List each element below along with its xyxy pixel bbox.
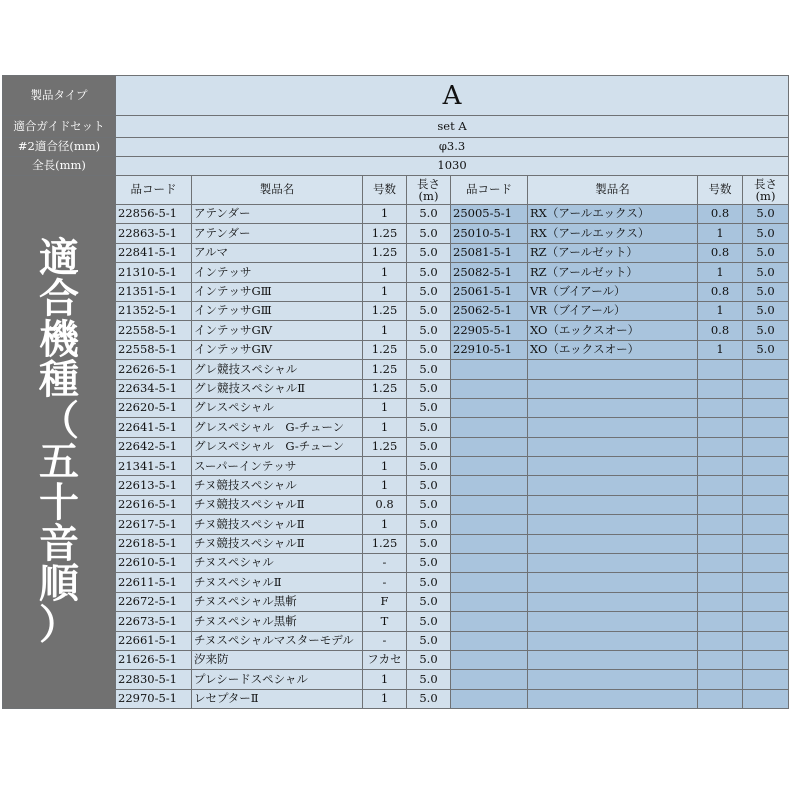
left-name-cell: グレ競技スペシャル [192, 360, 363, 379]
left-code-cell: 21310-5-1 [116, 263, 192, 282]
right-code-cell [451, 650, 528, 669]
table-row [3, 495, 789, 514]
vertical-char: 十 [39, 478, 79, 526]
right-name-cell [528, 515, 698, 534]
right-length-cell [743, 554, 789, 573]
left-code-cell: 21626-5-1 [116, 650, 192, 669]
table-row [3, 592, 789, 611]
right-number-cell: 1 [698, 301, 743, 320]
right-length-cell [743, 495, 789, 514]
right-number-cell [698, 398, 743, 417]
right-number-cell [698, 554, 743, 573]
left-name-cell: チヌ競技スペシャル [192, 476, 363, 495]
vertical-char: 音 [39, 519, 79, 567]
left-length-cell: 5.0 [407, 476, 451, 495]
right-code-cell: 25082-5-1 [451, 263, 528, 282]
col-header-length-unit-2: (m) [755, 189, 776, 203]
left-code-cell: 22620-5-1 [116, 398, 192, 417]
left-length-cell: 5.0 [407, 534, 451, 553]
left-code-cell: 22610-5-1 [116, 554, 192, 573]
left-length-cell: 5.0 [407, 301, 451, 320]
right-length-cell [743, 631, 789, 650]
right-code-cell: 25061-5-1 [451, 282, 528, 301]
right-name-cell [528, 457, 698, 476]
right-code-cell: 22905-5-1 [451, 321, 528, 340]
right-code-cell [451, 670, 528, 689]
left-length-cell: 5.0 [407, 612, 451, 631]
right-name-cell [528, 418, 698, 437]
right-number-cell [698, 592, 743, 611]
left-code-cell: 21341-5-1 [116, 457, 192, 476]
col-header-length [407, 176, 451, 205]
right-length-cell [743, 476, 789, 495]
table-row [3, 205, 789, 224]
right-code-cell: 25081-5-1 [451, 243, 528, 262]
right-code-cell [451, 515, 528, 534]
left-number-cell: 1 [363, 321, 407, 340]
right-length-cell [743, 689, 789, 708]
left-code-cell: 22830-5-1 [116, 670, 192, 689]
right-number-cell [698, 534, 743, 553]
right-name-cell [528, 360, 698, 379]
left-code-cell: 22613-5-1 [116, 476, 192, 495]
right-number-cell [698, 418, 743, 437]
right-number-cell: 0.8 [698, 205, 743, 224]
left-number-cell: 1.25 [363, 360, 407, 379]
right-code-cell [451, 554, 528, 573]
left-code-cell: 22617-5-1 [116, 515, 192, 534]
left-length-cell: 5.0 [407, 437, 451, 456]
product-type-label: 製品タイプ [3, 76, 116, 116]
right-code-cell [451, 689, 528, 708]
table-row [3, 321, 789, 340]
left-length-cell: 5.0 [407, 282, 451, 301]
right-name-cell [528, 631, 698, 650]
left-name-cell: プレシードスペシャル [192, 670, 363, 689]
length-label: 全長(mm) [3, 157, 116, 176]
left-length-cell: 5.0 [407, 592, 451, 611]
left-length-cell: 5.0 [407, 398, 451, 417]
length-value: 1030 [116, 157, 789, 176]
right-number-cell [698, 457, 743, 476]
left-name-cell: インテッサGⅢ [192, 282, 363, 301]
right-length-cell [743, 360, 789, 379]
right-length-cell [743, 573, 789, 592]
left-code-cell: 21351-5-1 [116, 282, 192, 301]
left-length-cell: 5.0 [407, 263, 451, 282]
left-number-cell: 1 [363, 282, 407, 301]
right-length-cell [743, 515, 789, 534]
left-length-cell: 5.0 [407, 360, 451, 379]
right-length-cell [743, 437, 789, 456]
right-code-cell [451, 534, 528, 553]
left-code-cell: 22626-5-1 [116, 360, 192, 379]
table-row [3, 418, 789, 437]
right-name-cell [528, 612, 698, 631]
left-code-cell: 22616-5-1 [116, 495, 192, 514]
left-number-cell: 1 [363, 205, 407, 224]
compatible-models-vertical-text [5, 234, 113, 649]
product-type-value: A [116, 76, 789, 116]
right-code-cell [451, 457, 528, 476]
right-code-cell: 22910-5-1 [451, 340, 528, 359]
left-length-cell: 5.0 [407, 205, 451, 224]
vertical-char: 適 [39, 234, 79, 282]
right-number-cell [698, 360, 743, 379]
left-number-cell: 1.25 [363, 340, 407, 359]
left-name-cell: アテンダー [192, 224, 363, 243]
right-number-cell: 0.8 [698, 321, 743, 340]
right-name-cell [528, 437, 698, 456]
right-name-cell [528, 573, 698, 592]
right-number-cell [698, 437, 743, 456]
table-row [3, 263, 789, 282]
table-row [3, 224, 789, 243]
left-number-cell: 1 [363, 457, 407, 476]
right-code-cell [451, 418, 528, 437]
col-header-number: 号数 [363, 176, 407, 205]
right-name-cell: VR（ブイアール） [528, 301, 698, 320]
left-name-cell: アルマ [192, 243, 363, 262]
right-length-cell: 5.0 [743, 340, 789, 359]
table-row [3, 612, 789, 631]
right-code-cell [451, 379, 528, 398]
left-name-cell: チヌスペシャル黒斬 [192, 612, 363, 631]
right-name-cell [528, 592, 698, 611]
left-length-cell: 5.0 [407, 340, 451, 359]
left-number-cell: 1 [363, 263, 407, 282]
left-length-cell: 5.0 [407, 573, 451, 592]
right-code-cell [451, 495, 528, 514]
right-length-cell [743, 457, 789, 476]
column-header-row [3, 176, 789, 205]
right-length-cell: 5.0 [743, 224, 789, 243]
col-header-name-2: 製品名 [528, 176, 698, 205]
left-name-cell: グレスペシャル G-チューン [192, 437, 363, 456]
left-number-cell: T [363, 612, 407, 631]
left-number-cell: - [363, 573, 407, 592]
left-name-cell: スーパーインテッサ [192, 457, 363, 476]
col-header-length-top-2: 長さ [754, 176, 778, 191]
left-number-cell: フカセ [363, 650, 407, 669]
right-length-cell [743, 534, 789, 553]
left-length-cell: 5.0 [407, 631, 451, 650]
right-code-cell [451, 476, 528, 495]
left-name-cell: チヌスペシャル [192, 554, 363, 573]
table-row [3, 631, 789, 650]
guide-set-row [3, 116, 789, 138]
right-name-cell [528, 398, 698, 417]
right-length-cell [743, 650, 789, 669]
left-code-cell: 22634-5-1 [116, 379, 192, 398]
left-code-cell: 22841-5-1 [116, 243, 192, 262]
right-code-cell: 25005-5-1 [451, 205, 528, 224]
left-number-cell: 1.25 [363, 379, 407, 398]
guide-set-value: set A [116, 116, 789, 138]
table-row [3, 379, 789, 398]
right-number-cell [698, 612, 743, 631]
left-length-cell: 5.0 [407, 321, 451, 340]
right-code-cell [451, 631, 528, 650]
right-number-cell: 0.8 [698, 282, 743, 301]
table-row [3, 360, 789, 379]
col-header-name: 製品名 [192, 176, 363, 205]
compatible-models-label [3, 176, 116, 709]
left-code-cell: 22558-5-1 [116, 321, 192, 340]
left-length-cell: 5.0 [407, 379, 451, 398]
right-number-cell [698, 631, 743, 650]
col-header-code-2: 品コード [451, 176, 528, 205]
left-number-cell: F [363, 592, 407, 611]
table-row [3, 534, 789, 553]
col-header-length-unit: (m) [418, 189, 439, 203]
right-name-cell: RX（アールエックス） [528, 205, 698, 224]
left-code-cell: 22611-5-1 [116, 573, 192, 592]
right-number-cell [698, 515, 743, 534]
left-length-cell: 5.0 [407, 689, 451, 708]
right-code-cell: 25010-5-1 [451, 224, 528, 243]
left-name-cell: チヌスペシャルマスターモデル [192, 631, 363, 650]
right-length-cell: 5.0 [743, 321, 789, 340]
col-header-length-top: 長さ [417, 176, 440, 191]
right-name-cell [528, 476, 698, 495]
left-number-cell: 1.25 [363, 243, 407, 262]
left-name-cell: チヌ競技スペシャルⅡ [192, 515, 363, 534]
left-code-cell: 22863-5-1 [116, 224, 192, 243]
col-header-code: 品コード [116, 176, 192, 205]
left-name-cell: チヌスペシャルⅡ [192, 573, 363, 592]
right-number-cell [698, 379, 743, 398]
left-code-cell: 22673-5-1 [116, 612, 192, 631]
vertical-char: （ [39, 397, 79, 445]
left-length-cell: 5.0 [407, 243, 451, 262]
left-code-cell: 22661-5-1 [116, 631, 192, 650]
right-code-cell [451, 437, 528, 456]
right-name-cell: XO（エックスオー） [528, 321, 698, 340]
right-name-cell: RZ（アールゼット） [528, 263, 698, 282]
left-code-cell: 22618-5-1 [116, 534, 192, 553]
product-type-row [3, 76, 789, 116]
table-row [3, 398, 789, 417]
left-name-cell: インテッサGⅣ [192, 321, 363, 340]
right-name-cell [528, 554, 698, 573]
left-number-cell: 1 [363, 670, 407, 689]
table-row [3, 340, 789, 359]
table-row [3, 437, 789, 456]
right-number-cell [698, 476, 743, 495]
left-length-cell: 5.0 [407, 224, 451, 243]
right-name-cell [528, 650, 698, 669]
right-length-cell [743, 379, 789, 398]
right-number-cell: 1 [698, 224, 743, 243]
left-code-cell: 22856-5-1 [116, 205, 192, 224]
table-row [3, 554, 789, 573]
diameter-value: φ3.3 [116, 138, 789, 157]
right-name-cell [528, 534, 698, 553]
left-number-cell: - [363, 554, 407, 573]
left-number-cell: 1.25 [363, 224, 407, 243]
left-name-cell: チヌ競技スペシャルⅡ [192, 534, 363, 553]
right-name-cell [528, 670, 698, 689]
right-code-cell [451, 612, 528, 631]
left-name-cell: アテンダー [192, 205, 363, 224]
right-number-cell: 0.8 [698, 243, 743, 262]
right-name-cell: RX（アールエックス） [528, 224, 698, 243]
right-code-cell [451, 573, 528, 592]
table-row [3, 573, 789, 592]
left-length-cell: 5.0 [407, 457, 451, 476]
right-length-cell: 5.0 [743, 263, 789, 282]
vertical-char: 種 [39, 356, 79, 404]
right-name-cell: VR（ブイアール） [528, 282, 698, 301]
left-code-cell: 22642-5-1 [116, 437, 192, 456]
left-name-cell: グレ競技スペシャルⅡ [192, 379, 363, 398]
guide-set-label: 適合ガイドセット [3, 116, 116, 138]
table-row [3, 689, 789, 708]
table-row [3, 301, 789, 320]
left-name-cell: レセプターⅡ [192, 689, 363, 708]
left-name-cell: 汐来防 [192, 650, 363, 669]
right-code-cell [451, 592, 528, 611]
left-length-cell: 5.0 [407, 554, 451, 573]
left-length-cell: 5.0 [407, 515, 451, 534]
left-name-cell: インテッサGⅣ [192, 340, 363, 359]
right-number-cell [698, 650, 743, 669]
right-code-cell [451, 398, 528, 417]
left-name-cell: チヌスペシャル黒斬 [192, 592, 363, 611]
length-row [3, 157, 789, 176]
left-number-cell: 1 [363, 476, 407, 495]
diameter-label: #2適合径(mm) [3, 138, 116, 157]
left-number-cell: 1.25 [363, 437, 407, 456]
table-row [3, 650, 789, 669]
right-length-cell [743, 398, 789, 417]
right-length-cell [743, 418, 789, 437]
right-number-cell [698, 670, 743, 689]
left-number-cell: 1.25 [363, 534, 407, 553]
col-header-length-2 [743, 176, 789, 205]
table-row [3, 282, 789, 301]
table-row [3, 476, 789, 495]
right-number-cell: 1 [698, 340, 743, 359]
left-code-cell: 22641-5-1 [116, 418, 192, 437]
left-length-cell: 5.0 [407, 418, 451, 437]
right-name-cell: XO（エックスオー） [528, 340, 698, 359]
vertical-char: 機 [39, 315, 79, 363]
left-length-cell: 5.0 [407, 650, 451, 669]
right-name-cell: RZ（アールゼット） [528, 243, 698, 262]
right-length-cell [743, 612, 789, 631]
right-code-cell: 25062-5-1 [451, 301, 528, 320]
right-code-cell [451, 360, 528, 379]
right-number-cell: 1 [698, 263, 743, 282]
left-number-cell: 1 [363, 689, 407, 708]
right-length-cell: 5.0 [743, 301, 789, 320]
table-row [3, 457, 789, 476]
vertical-char: 順 [39, 560, 79, 608]
left-number-cell: 1 [363, 418, 407, 437]
right-number-cell [698, 573, 743, 592]
diameter-row [3, 138, 789, 157]
left-length-cell: 5.0 [407, 670, 451, 689]
left-number-cell: 0.8 [363, 495, 407, 514]
left-code-cell: 22672-5-1 [116, 592, 192, 611]
vertical-char: ） [39, 601, 79, 649]
right-length-cell: 5.0 [743, 282, 789, 301]
right-number-cell [698, 689, 743, 708]
right-length-cell: 5.0 [743, 205, 789, 224]
right-length-cell [743, 592, 789, 611]
right-name-cell [528, 495, 698, 514]
left-number-cell: 1 [363, 515, 407, 534]
table-row [3, 515, 789, 534]
vertical-char: 合 [39, 274, 79, 322]
right-number-cell [698, 495, 743, 514]
table-row [3, 243, 789, 262]
left-name-cell: グレスペシャル [192, 398, 363, 417]
left-length-cell: 5.0 [407, 495, 451, 514]
vertical-char: 五 [39, 438, 79, 486]
left-name-cell: グレスペシャル G-チューン [192, 418, 363, 437]
left-code-cell: 22970-5-1 [116, 689, 192, 708]
right-length-cell [743, 670, 789, 689]
left-code-cell: 22558-5-1 [116, 340, 192, 359]
left-number-cell: 1 [363, 398, 407, 417]
col-header-number-2: 号数 [698, 176, 743, 205]
table-row [3, 670, 789, 689]
left-number-cell: 1.25 [363, 301, 407, 320]
left-name-cell: チヌ競技スペシャルⅡ [192, 495, 363, 514]
left-name-cell: インテッサ [192, 263, 363, 282]
right-name-cell [528, 379, 698, 398]
right-name-cell [528, 689, 698, 708]
compatibility-table [2, 75, 789, 709]
left-name-cell: インテッサGⅢ [192, 301, 363, 320]
left-code-cell: 21352-5-1 [116, 301, 192, 320]
left-number-cell: - [363, 631, 407, 650]
right-length-cell: 5.0 [743, 243, 789, 262]
